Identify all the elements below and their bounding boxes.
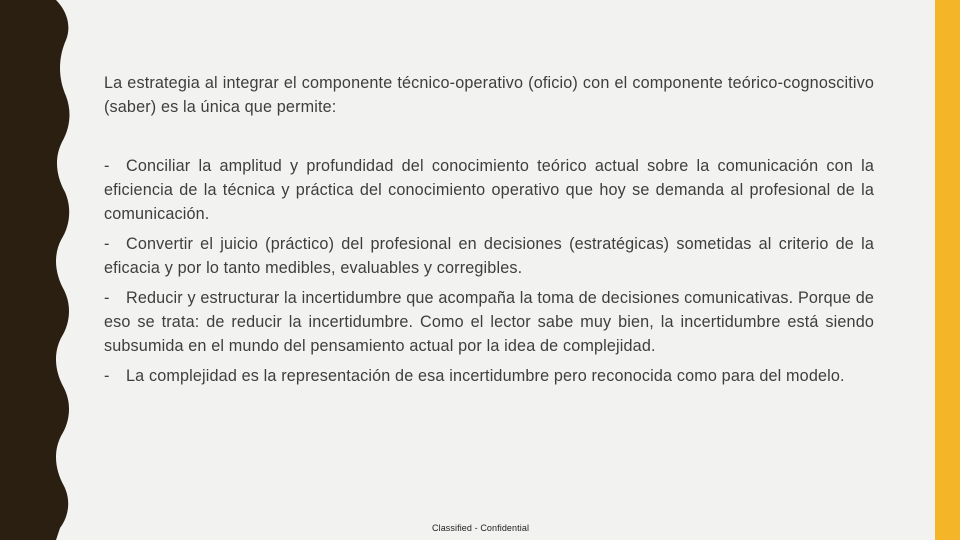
list-item xyxy=(104,154,874,226)
list-item xyxy=(104,286,874,358)
dash-marker: - xyxy=(104,235,110,253)
intro-paragraph: La estrategia al integrar el componente técnico-operativo (oficio) con el componente teórico-cognoscitivo (saber) es la única que permite: xyxy=(104,74,874,116)
list-item-text: Conciliar la amplitud y profundidad del conocimiento teórico actual sobre la comunicación con la eficiencia de la técnica y práctica del conocimiento operativo que hoy se demanda al profesional de la comunicación. xyxy=(104,157,874,223)
slide-body xyxy=(104,71,874,394)
list-item-text: Reducir y estructurar la incertidumbre que acompaña la toma de decisiones comunicativas. Porque de eso se trata: de reducir la incertidumbre. Como el lector sabe muy bien, la incertidumbre está siendo subsumida en el mundo del pensamiento actual por la idea de complejidad. xyxy=(104,289,875,355)
dash-marker: - xyxy=(104,367,110,385)
right-accent-bar xyxy=(935,0,960,540)
dash-marker: - xyxy=(104,157,110,175)
list-item-text: La complejidad es la representación de esa incertidumbre pero reconocida como para del modelo. xyxy=(126,367,845,385)
list-item xyxy=(104,364,874,388)
list-item xyxy=(104,232,874,280)
left-decorative-strip xyxy=(0,0,72,540)
dash-marker: - xyxy=(104,289,110,307)
classification-footer: Classified - Confidential xyxy=(432,523,530,533)
list-item-text: Convertir el juicio (práctico) del profesional en decisiones (estratégicas) sometidas al criterio de la eficacia y por lo tanto medibles, evaluables y corregibles. xyxy=(104,235,874,277)
